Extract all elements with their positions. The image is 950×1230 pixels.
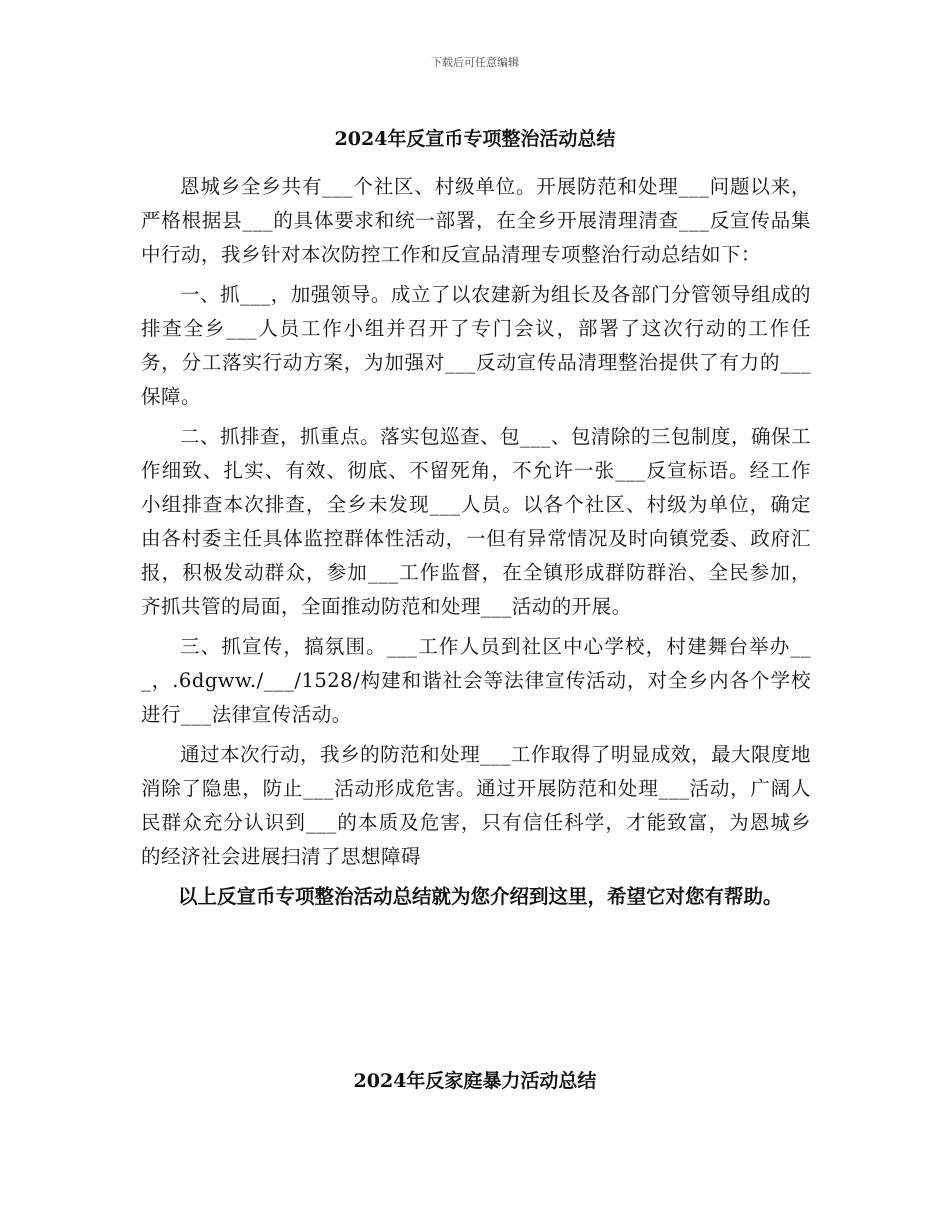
paragraph-section-3: 三、抓宣传，搞氛围。___工作人员到社区中心学校，村建舞台举办___，.6dgww./___/1528/构建和谐社会等法律宣传活动，对全乡内各个学校进行___法律宣传活动。	[141, 635, 811, 726]
next-document-title: 2024年反家庭暴力活动总结	[353, 1070, 597, 1092]
document-body	[141, 170, 811, 914]
paragraph-intro: 恩城乡全乡共有___个社区、村级单位。开展防范和处理___问题以来，严格根据县___的具体要求和统一部署，在全乡开展清理清查___反宣传品集中行动，我乡针对本次防控工作和反宣品清理专项整治行动总结如下：	[141, 175, 811, 266]
paragraph-conclusion: 通过本次行动，我乡的防范和处理___工作取得了明显成效，最大限度地消除了隐患，防止___活动形成危害。通过开展防范和处理___活动，广阔人民群众充分认识到___的本质及危害，只有信任科学，才能致富，为恩城乡的经济社会进展扫清了思想障碍	[141, 743, 811, 868]
header-note: 下载后可任意编辑	[431, 56, 519, 69]
paragraph-section-1: 一、抓___，加强领导。成立了以农建新为组长及各部门分管领导组成的排查全乡___人员工作小组并召开了专门会议，部署了这次行动的工作任务，分工落实行动方案，为加强对___反动宣传品清理整治提供了有力的___保障。	[141, 283, 811, 408]
closing-statement: 以上反宣币专项整治活动总结就为您介绍到这里，希望它对您有帮助。	[178, 885, 783, 908]
document-title: 2024年反宣币专项整治活动总结	[334, 128, 616, 150]
paragraph-section-2: 二、抓排查，抓重点。落实包巡查、包___、包清除的三包制度，确保工作细致、扎实、有效、彻底、不留死角，不允许一张___反宣标语。经工作小组排查本次排查，全乡未发现___人员。以各个社区、村级为单位，确定由各村委主任具体监控群体性活动，一但有异常情况及时向镇党委、政府汇报，积极发动群众，参加___工作监督，在全镇形成群防群治、全民参加，齐抓共管的局面，全面推动防范和处理___活动的开展。	[141, 425, 811, 618]
